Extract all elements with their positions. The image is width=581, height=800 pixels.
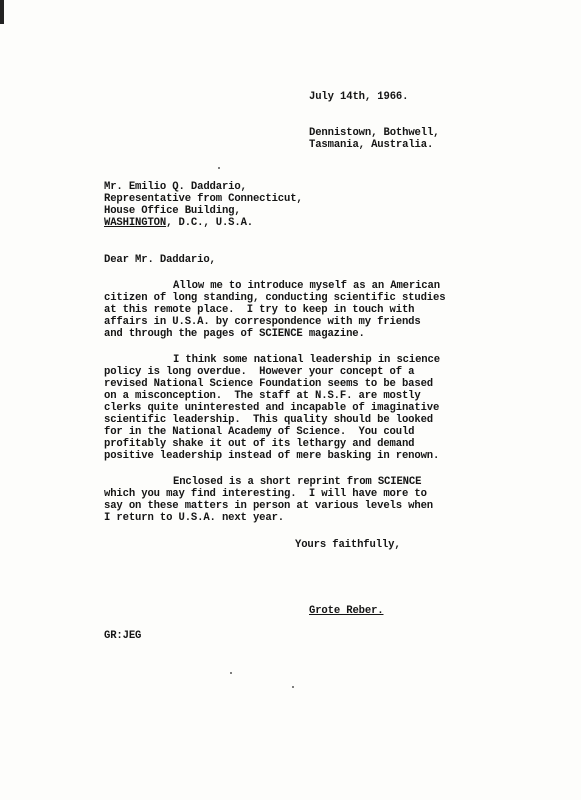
paper-speck <box>292 686 294 688</box>
paragraph1-line-4: affairs in U.S.A. by correspondence with my friends <box>104 316 421 328</box>
paragraph1-line-5: and through the pages of SCIENCE magazine. <box>104 328 365 340</box>
recipient-building: House Office Building, <box>104 205 241 217</box>
paragraph1-line-2: citizen of long standing, conducting scientific studies <box>104 292 446 304</box>
letter-date: July 14th, 1966. <box>309 91 409 103</box>
paragraph2-line-1: I think some national leadership in science <box>173 354 440 366</box>
paper-speck <box>230 672 232 674</box>
paragraph3-line-3: say on these matters in person at various levels when <box>104 500 433 512</box>
paragraph2-line-7: for in the National Academy of Science. You could <box>104 426 415 438</box>
sender-address-line-1: Dennistown, Bothwell, <box>309 127 440 139</box>
recipient-city: WASHINGTON <box>104 217 167 229</box>
paragraph1-line-1: Allow me to introduce myself as an American <box>173 280 440 292</box>
paper-speck <box>218 167 220 169</box>
closing: Yours faithfully, <box>295 539 401 551</box>
page-edge-mark <box>0 0 4 24</box>
paragraph3-line-2: which you may find interesting. I will have more to <box>104 488 427 500</box>
paragraph2-line-2: policy is long overdue. However your concept of a <box>104 366 415 378</box>
recipient-city-rest: , D.C., U.S.A. <box>166 217 253 229</box>
recipient-city-line <box>104 217 253 229</box>
paragraph2-line-3: revised National Science Foundation seems to be based <box>104 378 433 390</box>
paragraph3-line-1: Enclosed is a short reprint from SCIENCE <box>173 476 422 488</box>
sender-address-line-2: Tasmania, Australia. <box>309 139 434 151</box>
paragraph2-line-5: clerks quite uninterested and incapable of imaginative <box>104 402 440 414</box>
salutation: Dear Mr. Daddario, <box>104 254 216 266</box>
paragraph2-line-4: on a misconception. The staff at N.S.F. are mostly <box>104 390 421 402</box>
paragraph2-line-8: profitably shake it out of its lethargy and demand <box>104 438 415 450</box>
typist-initials: GR:JEG <box>104 630 142 642</box>
recipient-name: Mr. Emilio Q. Daddario, <box>104 181 247 193</box>
paragraph2-line-6: scientific leadership. This quality should be looked <box>104 414 433 426</box>
paragraph1-line-3: at this remote place. I try to keep in touch with <box>104 304 415 316</box>
paragraph2-line-9: positive leadership instead of mere basking in renown. <box>104 450 440 462</box>
recipient-title: Representative from Connecticut, <box>104 193 303 205</box>
signature-name: Grote Reber. <box>309 605 384 617</box>
paragraph3-line-4: I return to U.S.A. next year. <box>104 512 285 524</box>
